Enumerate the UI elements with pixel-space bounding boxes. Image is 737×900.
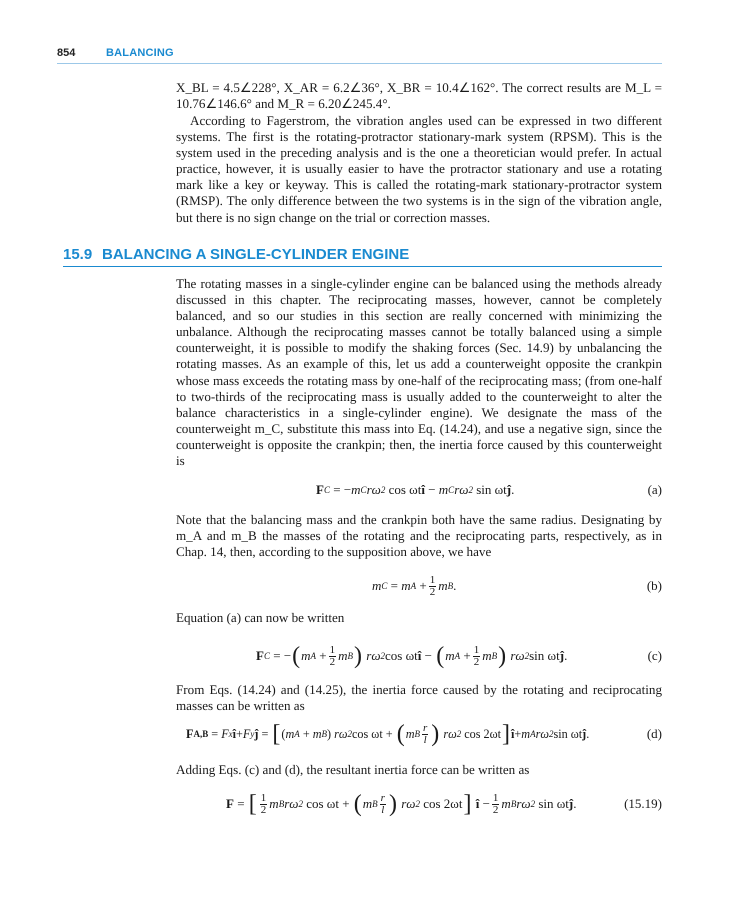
- page-number: 854: [57, 47, 76, 59]
- section-heading: [63, 246, 662, 267]
- equation-a: F C = − m C rω 2 cos ωt î − m C rω 2 sin ωt ĵ . (a): [176, 474, 662, 506]
- equation-label-b: (b): [646, 578, 662, 593]
- section-number: 15.9: [63, 246, 93, 263]
- equation-15-19: F = [ $\frac{1}{2}$ m B rω 2 cos ωt + ( m B $\frac{r}{l}$ ) rω 2 cos 2ωt ] î − $\frac{1}{2}$ m B rω 2 sin ωt ĵ . (15.19): [176, 788, 662, 820]
- equation-label-d: (d): [646, 726, 662, 741]
- paragraph-resultant: Adding Eqs. (c) and (d), the resultant inertia force can be written as: [176, 762, 530, 777]
- section-title: BALANCING A SINGLE-CYLINDER ENGINE: [102, 246, 410, 263]
- running-head-title: BALANCING: [106, 47, 174, 59]
- running-header: [57, 43, 662, 63]
- equation-c: F C = − ( m A + $\frac{1}{2}$ m B ) rω 2 cos ωt î − ( m A + $\frac{1}{2}$ m B ) rω 2 sin ωt ĵ . (c): [176, 640, 662, 672]
- section-rule: [63, 266, 662, 267]
- equation-b: m C = m A + $\frac{1}{2}$ m B . (b): [176, 570, 662, 602]
- paragraph-inertia-force: From Eqs. (14.24) and (14.25), the inertia force caused by the rotating and reciprocating masses can be written as: [176, 682, 662, 714]
- header-rule: [57, 63, 662, 64]
- equation-label-15-19: (15.19): [624, 796, 662, 811]
- equation-label-a: (a): [647, 482, 662, 497]
- paragraph-results: X_BL = 4.5∠228°, X_AR = 6.2∠36°, X_BR = 10.4∠162°. The correct results are M_L = 10.76∠146.6° and M_R = 6.20∠245.4°.: [176, 80, 662, 112]
- paragraph-balancing-mass: Note that the balancing mass and the crankpin both have the same radius. Designating by m_A and m_B the masses of the rotating and the reciprocating parts, respectively, as in Chap. 14, then, according to the supposition above, we have: [176, 512, 662, 560]
- equation-d: F A,B = F x î + F y ĵ = [ ( m A + m B ) rω 2 cos ωt + ( m B $\frac{r}{l}$ ) rω 2 cos 2ωt ] î + m A rω 2 sin ωt ĵ . (d): [176, 718, 662, 750]
- paragraph-single-cylinder: The rotating masses in a single-cylinder engine can be balanced using the methods already discussed in this chapter. The reciprocating masses, however, cannot be completely balanced, and so our studies in this section are really concerned with minimizing the unbalance. Although the reciprocating masses cannot be totally balanced using a simple counterweight, it is possible to modify the shaking forces (Sec. 14.9) by unbalancing the rotating masses. As an example of this, let us add a counterweight opposite the crankpin whose mass exceeds the rotating mass by one-half of the reciprocating mass; (from one-half to two-thirds of the reciprocating mass is usually added to the counterweight to alter the balance characteristics in a single-cylinder engine). We designate the mass of the counterweight m_C, substitute this mass into Eq. (14.24), and use a negative sign, since the counterweight is opposite the crankpin; then, the inertia force caused by this counterweight is: [176, 276, 662, 469]
- paragraph-fagerstrom: According to Fagerstrom, the vibration angles used can be expressed in two different systems. The first is the rotating-protractor stationary-mark system (RPSM). This is the system used in the preceding analysis and is the one a theoretician would prefer. In actual practice, however, it is usually easier to have the protractor stationary and use a rotating mark like a key or keyway. This is called the rotating-mark stationary-protractor system (RMSP). The only difference between the two systems is in the sign of the vibration angle, but there is no sign change on the trial or correction masses.: [176, 113, 662, 225]
- equation-label-c: (c): [647, 648, 662, 663]
- paragraph-equation-a-rewritten: Equation (a) can now be written: [176, 610, 345, 625]
